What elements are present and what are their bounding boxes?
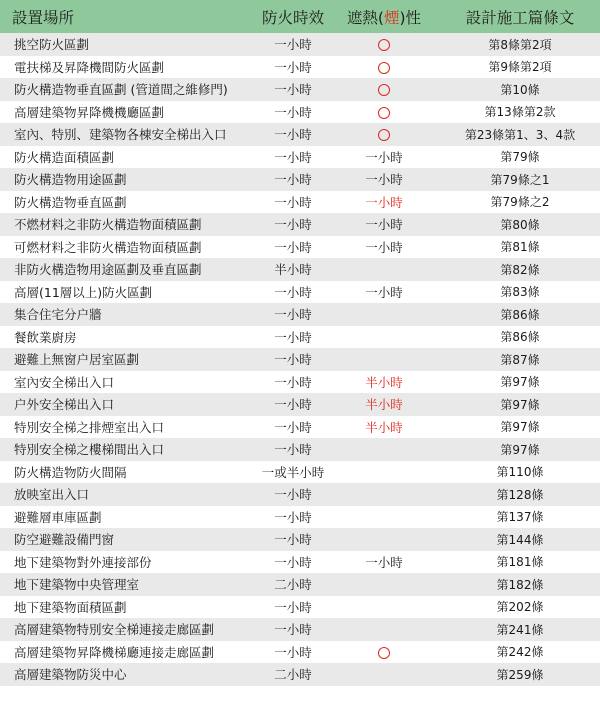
cell-fire-rating: 一小時	[274, 374, 312, 390]
table-row	[0, 123, 600, 146]
cell-fire-rating: 一小時	[274, 532, 312, 548]
cell-fire-rating: 一小時	[274, 554, 312, 570]
cell-location: 挑空防火區劃	[14, 37, 90, 53]
table-row	[0, 483, 600, 506]
cell-location: 非防火構造物用途區劃及垂直區劃	[14, 262, 202, 278]
cell-article: 第23條第1、3、4款	[464, 127, 576, 142]
cell-article: 第182條	[496, 577, 544, 592]
cell-article: 第79條之1	[490, 172, 550, 187]
cell-location: 防火構造物防火間隔	[14, 464, 127, 480]
cell-insulation	[328, 170, 440, 188]
cell-article: 第8條第2項	[488, 37, 552, 52]
table-row	[0, 618, 600, 641]
table-row	[0, 416, 600, 439]
insulation-value: 半小時	[365, 374, 403, 390]
cell-fire-rating: 一小時	[274, 194, 312, 210]
cell-fire-rating: 一小時	[274, 329, 312, 345]
cell-fire-rating: 一小時	[274, 59, 312, 75]
table-row	[0, 146, 600, 169]
cell-article: 第10條	[500, 82, 540, 97]
cell-fire-rating: 一小時	[274, 217, 312, 233]
cell-fire-rating: 二小時	[274, 577, 312, 593]
cell-article: 第97條	[500, 375, 540, 390]
cell-location: 高層建築物昇降機梯廳連接走廊區劃	[14, 644, 215, 660]
cell-fire-rating: 一小時	[274, 37, 312, 53]
cell-location: 防空避難設備門窗	[14, 532, 115, 548]
table-row	[0, 236, 600, 259]
cell-fire-rating: 一小時	[274, 82, 312, 98]
cell-location: 室內安全梯出入口	[14, 374, 115, 390]
cell-insulation	[328, 373, 440, 391]
table-row	[0, 641, 600, 664]
table-row	[0, 371, 600, 394]
cell-location: 高層建築物特別安全梯連接走廊區劃	[14, 622, 215, 638]
header-insulation-pre: 遮熱(	[346, 8, 384, 27]
table-row	[0, 596, 600, 619]
cell-location: 避難層車庫區劃	[14, 509, 102, 525]
cell-article: 第259條	[496, 667, 544, 682]
cell-fire-rating: 一小時	[274, 644, 312, 660]
insulation-value: 半小時	[365, 419, 403, 435]
cell-article: 第79條	[500, 150, 540, 165]
table-row	[0, 393, 600, 416]
cell-location: 地下建築物中央管理室	[14, 577, 140, 593]
cell-fire-rating: 一小時	[274, 127, 312, 143]
cell-location: 集合住宅分户牆	[14, 307, 102, 323]
table-row	[0, 663, 600, 686]
table-row	[0, 348, 600, 371]
cell-insulation	[328, 104, 440, 119]
cell-insulation	[328, 37, 440, 52]
circle-mark-icon	[378, 39, 390, 51]
cell-location: 防火構造物垂直區劃	[14, 194, 127, 210]
table-row	[0, 551, 600, 574]
cell-insulation	[328, 238, 440, 256]
insulation-value: 一小時	[365, 149, 403, 165]
table-row	[0, 573, 600, 596]
cell-location: 避難上無窗户居室區劃	[14, 352, 140, 368]
header-fire-rating: 防火時效	[261, 8, 324, 27]
header-insulation-post: )性	[399, 8, 422, 27]
cell-fire-rating: 一小時	[274, 239, 312, 255]
insulation-value: 半小時	[365, 397, 403, 413]
cell-article: 第137條	[496, 510, 544, 525]
insulation-value: 一小時	[365, 217, 403, 233]
cell-fire-rating: 一小時	[274, 397, 312, 413]
cell-location: 地下建築物對外連接部份	[14, 554, 152, 570]
header-article: 設計施工篇條文	[465, 8, 575, 27]
insulation-value: 一小時	[365, 239, 403, 255]
table-row	[0, 78, 600, 101]
cell-fire-rating: 一小時	[274, 284, 312, 300]
cell-insulation	[328, 82, 440, 97]
table-row	[0, 438, 600, 461]
cell-insulation	[328, 553, 440, 571]
cell-article: 第79條之2	[490, 195, 550, 210]
cell-fire-rating: 一小時	[274, 487, 312, 503]
cell-location: 室內、特別、建築物各棟安全梯出入口	[14, 127, 227, 143]
table-row	[0, 56, 600, 79]
cell-article: 第9條第2項	[488, 60, 552, 75]
cell-fire-rating: 一小時	[274, 149, 312, 165]
cell-location: 可燃材料之非防火構造物面積區劃	[14, 239, 202, 255]
cell-article: 第97條	[500, 420, 540, 435]
circle-mark-icon	[378, 84, 390, 96]
cell-article: 第128條	[496, 487, 544, 502]
cell-location: 不燃材料之非防火構造物面積區劃	[14, 217, 202, 233]
cell-insulation	[328, 127, 440, 142]
cell-article: 第110條	[496, 465, 544, 480]
cell-article: 第86條	[500, 330, 540, 345]
cell-insulation	[328, 395, 440, 413]
table-row	[0, 33, 600, 56]
table-row	[0, 303, 600, 326]
cell-article: 第241條	[496, 622, 544, 637]
cell-article: 第181條	[496, 555, 544, 570]
cell-fire-rating: 一或半小時	[261, 464, 325, 480]
cell-article: 第81條	[500, 240, 540, 255]
cell-insulation	[328, 283, 440, 301]
table-row	[0, 506, 600, 529]
cell-location: 特別安全梯之樓梯間出入口	[14, 442, 165, 458]
cell-fire-rating: 一小時	[274, 442, 312, 458]
cell-insulation	[328, 59, 440, 74]
table-row	[0, 213, 600, 236]
table-body	[0, 33, 600, 686]
cell-location: 餐飲業廚房	[14, 329, 77, 345]
header-location: 設置場所	[12, 8, 75, 27]
cell-fire-rating: 一小時	[274, 509, 312, 525]
circle-mark-icon	[378, 107, 390, 119]
cell-location: 防火構造物用途區劃	[14, 172, 127, 188]
cell-article: 第86條	[500, 307, 540, 322]
cell-fire-rating: 半小時	[274, 262, 312, 278]
cell-article: 第80條	[500, 217, 540, 232]
cell-insulation	[328, 418, 440, 436]
cell-article: 第97條	[500, 397, 540, 412]
header-insulation-smoke: 煙	[383, 8, 400, 27]
cell-insulation	[328, 644, 440, 659]
cell-article: 第87條	[500, 352, 540, 367]
insulation-value: 一小時	[365, 284, 403, 300]
cell-fire-rating: 一小時	[274, 352, 312, 368]
cell-fire-rating: 二小時	[274, 667, 312, 683]
cell-article: 第13條第2款	[484, 105, 556, 120]
circle-mark-icon	[378, 647, 390, 659]
cell-insulation	[328, 215, 440, 233]
circle-mark-icon	[378, 62, 390, 74]
cell-article: 第242條	[496, 645, 544, 660]
table-row	[0, 281, 600, 304]
table-row	[0, 258, 600, 281]
cell-fire-rating: 一小時	[274, 307, 312, 323]
insulation-value: 一小時	[365, 554, 403, 570]
cell-article: 第202條	[496, 600, 544, 615]
header-insulation	[328, 6, 440, 28]
cell-location: 防火構造物垂直區劃 (管道間之維修門)	[14, 82, 228, 98]
insulation-value: 一小時	[365, 194, 403, 210]
cell-location: 户外安全梯出入口	[14, 397, 115, 413]
cell-location: 防火構造面積區劃	[14, 149, 115, 165]
cell-insulation	[328, 193, 440, 211]
cell-location: 放映室出入口	[14, 487, 90, 503]
table-row	[0, 461, 600, 484]
cell-location: 高層(11層以上)防火區劃	[14, 284, 153, 300]
cell-location: 高層建築物防災中心	[14, 667, 127, 683]
cell-fire-rating: 一小時	[274, 104, 312, 120]
cell-insulation	[328, 148, 440, 166]
table-row	[0, 101, 600, 124]
table-row	[0, 168, 600, 191]
circle-mark-icon	[378, 129, 390, 141]
cell-article: 第144條	[496, 532, 544, 547]
cell-location: 高層建築物昇降機機廳區劃	[14, 104, 165, 120]
cell-fire-rating: 一小時	[274, 622, 312, 638]
cell-fire-rating: 一小時	[274, 599, 312, 615]
cell-article: 第83條	[500, 285, 540, 300]
cell-article: 第97條	[500, 442, 540, 457]
insulation-value: 一小時	[365, 172, 403, 188]
table-row	[0, 528, 600, 551]
cell-article: 第82條	[500, 262, 540, 277]
cell-location: 電扶梯及昇降機間防火區劃	[14, 59, 165, 75]
table-header	[0, 0, 600, 33]
cell-fire-rating: 一小時	[274, 172, 312, 188]
table-row	[0, 191, 600, 214]
cell-location: 地下建築物面積區劃	[14, 599, 127, 615]
cell-location: 特別安全梯之排煙室出入口	[14, 419, 165, 435]
table-row	[0, 326, 600, 349]
cell-fire-rating: 一小時	[274, 419, 312, 435]
